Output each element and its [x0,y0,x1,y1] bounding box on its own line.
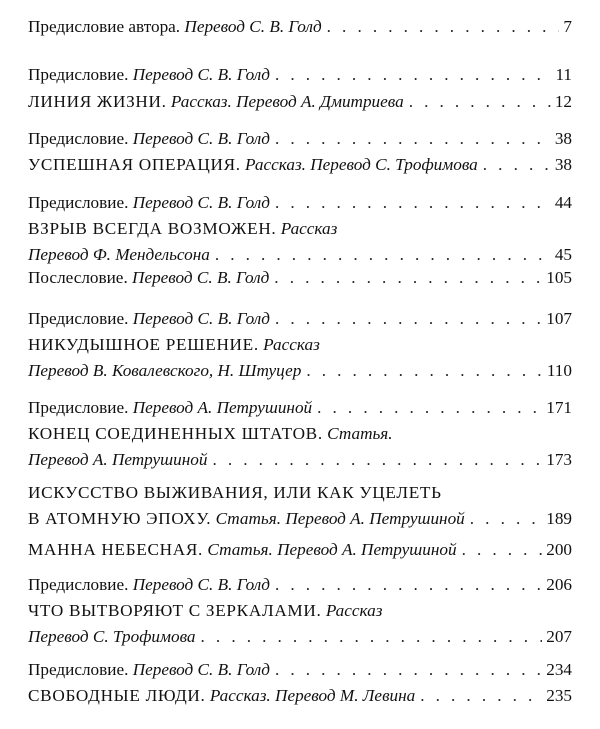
page-number: 207 [546,627,572,646]
leader-dots [275,306,542,332]
entry-subtitle: Рассказ. Перевод М. Левина [209,686,416,705]
entry-translator: Перевод В. Ковалевского, Н. Штуцер [28,361,302,380]
page-number: 45 [554,245,572,264]
toc-entry [28,480,572,532]
page-number: 12 [554,92,572,111]
page-number: 105 [546,268,572,287]
page-number: 200 [546,540,572,559]
entry-translator: Перевод Ф. Мендельсона [28,245,210,264]
toc-entry [28,14,572,40]
entry-title: Предисловие. [28,309,129,328]
entry-title: НИКУДЫШНОЕ РЕШЕНИЕ. [28,335,259,354]
page-number: 206 [546,575,572,594]
leader-dots [274,265,542,291]
toc-entry [28,395,572,421]
page-number: 7 [563,17,572,36]
entry-subtitle: Перевод С. В. Голд [132,309,270,328]
toc-entry [28,62,572,88]
leader-dots [470,506,542,532]
leader-dots [201,624,543,650]
leader-dots [275,126,551,152]
page-number: 11 [555,65,572,84]
entry-title: МАННА НЕБЕСНАЯ. [28,540,204,559]
entry-title: ЧТО ВЫТВОРЯЮТ С ЗЕРКАЛАМИ. [28,601,322,620]
entry-title: Предисловие автора. [28,17,181,36]
page-number: 235 [546,686,572,705]
leader-dots [483,152,551,178]
entry-subtitle: Статья. Перевод А. Петрушиной [215,509,465,528]
toc-entry [28,265,572,291]
leader-dots [420,683,542,709]
toc-entry [28,683,572,709]
entry-title: СВОБОДНЫЕ ЛЮДИ. [28,686,206,705]
entry-title: Предисловие. [28,65,129,84]
entry-subtitle: Рассказ. Перевод С. Трофимова [245,155,478,174]
entry-title: ЛИНИЯ ЖИЗНИ. [28,92,167,111]
entry-title-cont: В АТОМНУЮ ЭПОХУ. [28,509,212,528]
entry-title: Послесловие. [28,268,128,287]
page-number: 107 [546,309,572,328]
toc-entry [28,216,572,268]
toc-entry [28,657,572,683]
toc-entry [28,332,572,384]
leader-dots [275,190,551,216]
page-number: 44 [554,193,572,212]
entry-title: ВЗРЫВ ВСЕГДА ВОЗМОЖЕН. [28,219,277,238]
entry-subtitle: Перевод А. Петрушиной [132,398,313,417]
leader-dots [275,657,542,683]
entry-translator: Перевод С. Трофимова [28,627,196,646]
entry-subtitle: Перевод С. В. Голд [184,17,322,36]
entry-title: Предисловие. [28,575,129,594]
leader-dots [409,89,551,115]
leader-dots [212,447,542,473]
page-number: 110 [546,361,572,380]
entry-translator: Перевод А. Петрушиной [28,450,208,469]
toc-entry [28,152,572,178]
leader-dots [327,14,560,40]
entry-subtitle: Перевод С. В. Голд [132,268,270,287]
entry-subtitle: Статья. [327,424,393,443]
entry-subtitle: Рассказ [280,219,338,238]
page-number: 189 [546,509,572,528]
page-number: 173 [546,450,572,469]
entry-title: КОНЕЦ СОЕДИНЕННЫХ ШТАТОВ. [28,424,323,443]
entry-title: Предисловие. [28,193,129,212]
entry-title: УСПЕШНАЯ ОПЕРАЦИЯ. [28,155,241,174]
toc-entry [28,126,572,152]
entry-title: Предисловие. [28,129,129,148]
entry-subtitle: Статья. Перевод А. Петрушиной [207,540,457,559]
entry-subtitle: Рассказ. Перевод А. Дмитриева [170,92,404,111]
entry-subtitle: Перевод С. В. Голд [132,575,270,594]
toc-entry [28,190,572,216]
entry-title: Предисловие. [28,660,129,679]
entry-subtitle: Рассказ [263,335,320,354]
page-number: 234 [546,660,572,679]
page-number: 38 [554,155,572,174]
toc-entry [28,598,572,650]
entry-title: ИСКУССТВО ВЫЖИВАНИЯ, ИЛИ КАК УЦЕЛЕТЬ [28,483,442,502]
page-number: 171 [546,398,572,417]
entry-title: Предисловие. [28,398,129,417]
leader-dots [317,395,542,421]
entry-subtitle: Перевод С. В. Голд [132,65,270,84]
entry-subtitle: Перевод С. В. Голд [132,129,270,148]
leader-dots [306,358,543,384]
toc-entry [28,537,572,563]
leader-dots [275,572,542,598]
leader-dots [275,62,552,88]
toc-entry [28,421,572,473]
toc-entry [28,89,572,115]
entry-subtitle: Рассказ [325,601,383,620]
entry-subtitle: Перевод С. В. Голд [132,193,270,212]
page-number: 38 [554,129,572,148]
leader-dots [462,537,543,563]
entry-subtitle: Перевод С. В. Голд [132,660,270,679]
toc-entry [28,306,572,332]
toc-entry [28,572,572,598]
